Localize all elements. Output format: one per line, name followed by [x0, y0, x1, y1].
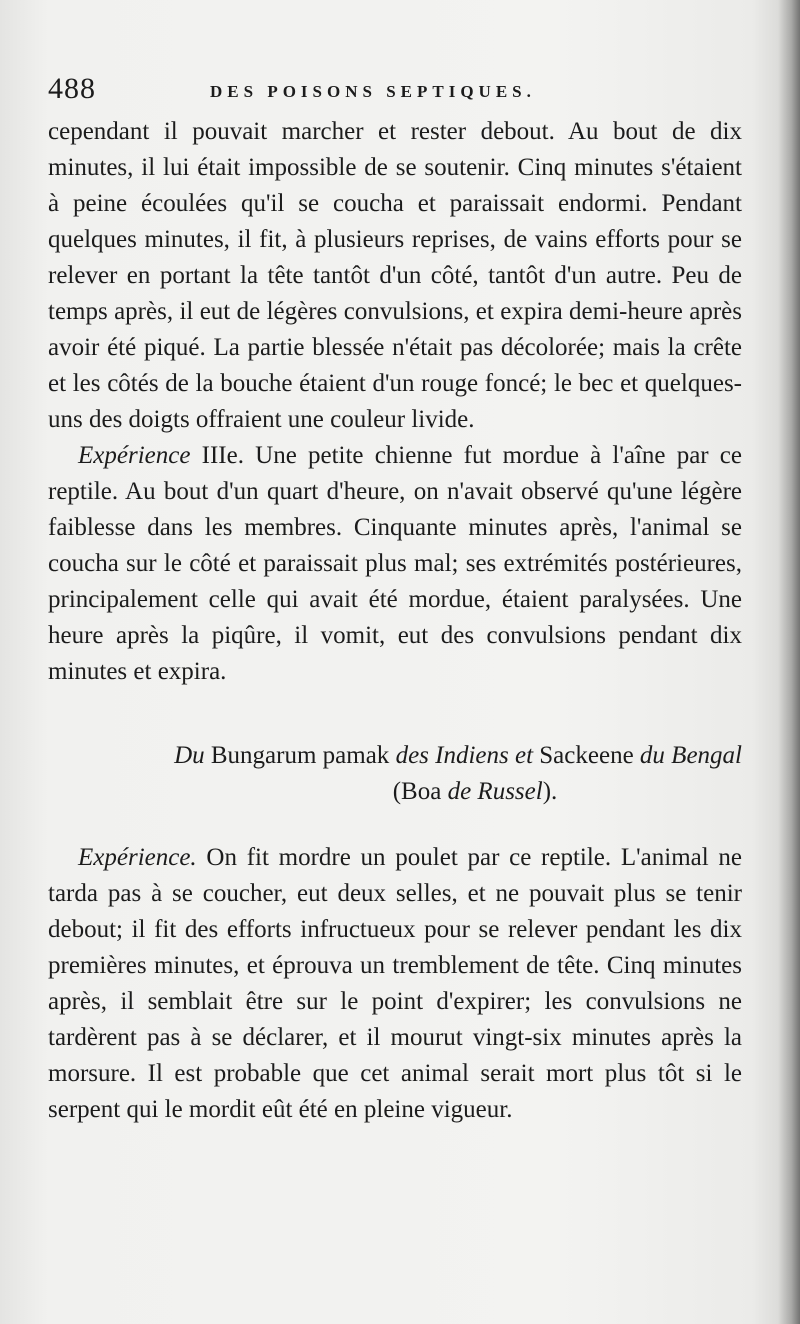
running-title: DES POISONS SEPTIQUES.	[210, 82, 536, 101]
heading-bungarum: Bungarum pamak	[210, 742, 390, 769]
heading-des-indiens: des Indiens et	[395, 742, 534, 769]
experience-label: Expérience	[78, 442, 191, 469]
sub-close: ).	[542, 778, 558, 805]
heading-du: Du	[174, 742, 205, 769]
paragraph-experience	[48, 840, 742, 1128]
experience-text: On fit mordre un poulet par ce reptile. L'animal ne tarda pas à se coucher, eut deux selles, et ne pouvait plus se tenir debout; il fit des efforts infructueux pour se relever pendant les dix premières minutes, et éprouva un tremblement de tête. Cinq minutes après, il semblait être sur le point d'expirer; les convulsions ne tardèrent pas à se déclarer, et il mourut vingt-six minutes après la morsure. Il est probable que cet animal serait mort plus tôt si le serpent qui le mordit eût été en pleine vigueur.	[48, 844, 743, 1123]
page-gutter-shadow	[778, 0, 800, 1324]
experience-3-text: Une petite chienne fut mordue à l'aîne par ce reptile. Au bout d'un quart d'heure, on n'avait observé qu'une légère faiblesse dans les membres. Cinquante minutes après, l'animal se coucha sur le côté et paraissait plus mal; ses extrémités postérieures, principalement celle qui avait été mordue, étaient paralysées. Une heure après la piqûre, il vomit, eut des convulsions pendant dix minutes et expira.	[48, 442, 742, 685]
paragraph-continuation: cependant il pouvait marcher et rester debout. Au bout de dix minutes, il lui était impossible de se soutenir. Cinq minutes s'étaient à peine écoulées qu'il se coucha et paraissait endormi. Pendant quelques minutes, il fit, à plusieurs reprises, de vains efforts pour se relever en portant la tête tantôt d'un côté, tantôt d'un autre. Peu de temps après, il eut de légères convulsions, et expira demi-heure après avoir été piqué. La partie blessée n'était pas décolorée; mais la crête et les côtés de la bouche étaient d'un rouge foncé; le bec et quelques-uns des doigts offraient une couleur livide.	[48, 118, 742, 433]
section-heading	[48, 738, 742, 774]
heading-bengal: du Bengal	[639, 742, 742, 769]
page-number: 488	[48, 72, 96, 105]
experience-label-2: Expérience.	[78, 844, 197, 871]
running-head	[48, 72, 748, 112]
sub-open: (Boa	[392, 778, 442, 805]
section-subheading	[48, 774, 742, 810]
paragraph-experience-3	[48, 438, 742, 690]
experience-numeral: IIIe.	[201, 442, 244, 469]
body-text	[48, 114, 742, 1128]
sub-russel: de Russel	[447, 778, 543, 805]
heading-sackeene: Sackeene	[539, 742, 634, 769]
